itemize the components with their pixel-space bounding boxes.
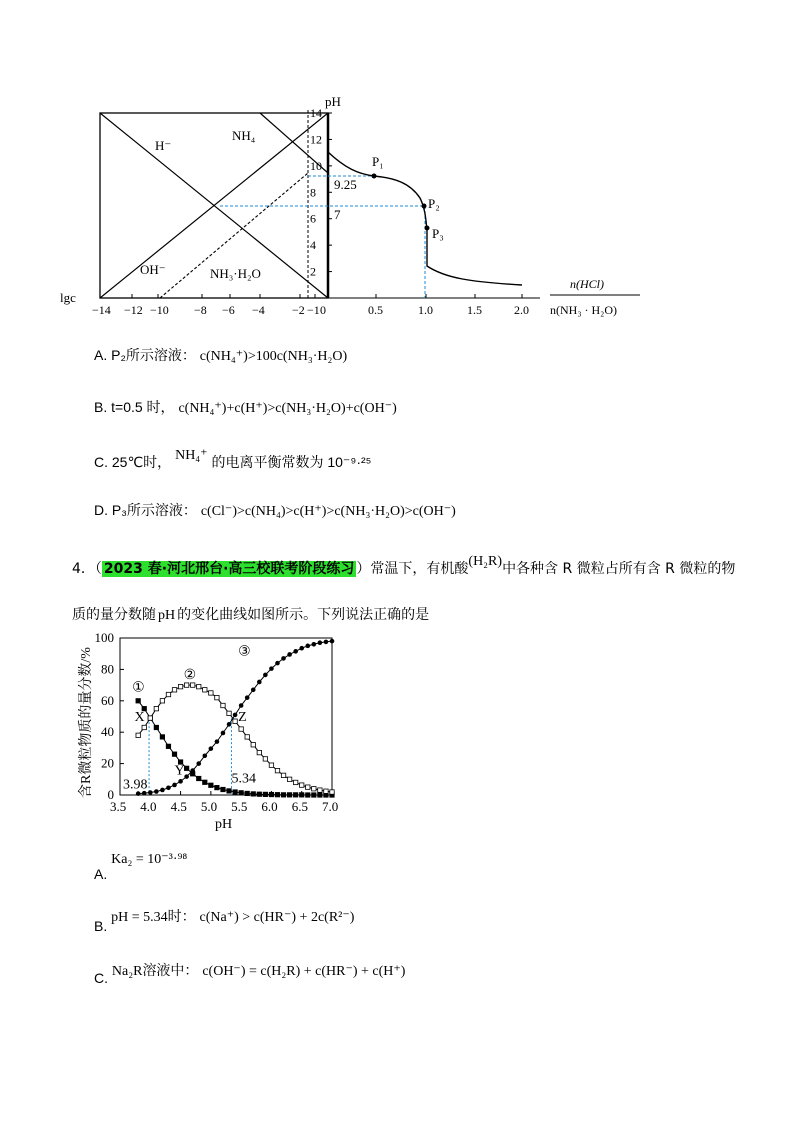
nh4-label: NH₄ bbox=[232, 128, 256, 143]
option-letter: A. bbox=[94, 347, 108, 363]
series-2-point bbox=[257, 750, 261, 754]
p3-label: P₃ bbox=[432, 226, 444, 241]
series-2-point bbox=[251, 743, 255, 747]
stem-text: 中各种含 R 微粒占所有含 R 微粒的物 bbox=[502, 561, 736, 577]
series-1-point bbox=[312, 793, 316, 797]
source-tag[interactable]: 2023 春·河北邢台·高三校联考阶段练习 bbox=[103, 561, 355, 577]
series-2-point bbox=[293, 780, 297, 784]
series-1-point bbox=[160, 735, 164, 739]
series-2-point bbox=[142, 725, 146, 729]
option-letter: B. bbox=[94, 399, 108, 415]
y-tick-label: 40 bbox=[101, 724, 114, 740]
x-tick-label: 5.5 bbox=[231, 799, 248, 814]
x-tick-label: 6.5 bbox=[291, 799, 308, 814]
lgc-label: lgc bbox=[60, 290, 76, 305]
series-1-point bbox=[209, 783, 213, 787]
stem-text: 常温下，有机酸 bbox=[370, 561, 469, 577]
x-tick-label: −10 bbox=[150, 303, 169, 317]
ph-tick-label: 10 bbox=[310, 158, 322, 173]
option-letter: D. bbox=[94, 502, 108, 518]
series-2-point bbox=[330, 790, 334, 794]
x-tick-label: 0 bbox=[320, 303, 326, 317]
q3-option-a bbox=[94, 345, 347, 365]
series-3-point bbox=[287, 652, 292, 657]
option-letter: C. bbox=[94, 454, 108, 470]
series-1-point bbox=[293, 793, 297, 797]
option-letter: C. bbox=[94, 970, 108, 986]
series-1-point bbox=[227, 789, 231, 793]
paren-close: ） bbox=[356, 561, 371, 577]
option-formula: Ka₂ = 10⁻³·⁹⁸ bbox=[111, 852, 188, 867]
point-z-label: Z bbox=[238, 710, 247, 726]
option-text-post: 时： bbox=[167, 908, 196, 924]
option-text: P₂所示溶液： bbox=[111, 347, 196, 363]
series-2-point bbox=[263, 757, 267, 761]
x-tick-label: 2.0 bbox=[514, 303, 529, 317]
point-x-label: X bbox=[134, 710, 145, 726]
option-species: Na₂R bbox=[111, 964, 143, 979]
series-2-point bbox=[239, 727, 243, 731]
p1-label: P₁ bbox=[372, 154, 384, 169]
series-1-point bbox=[275, 792, 279, 796]
series-3-point bbox=[312, 642, 317, 647]
series-2-marker-label: ② bbox=[183, 667, 197, 683]
x-axis-label: pH bbox=[215, 817, 233, 832]
series-2-point bbox=[227, 711, 231, 715]
q4-stem-line1 bbox=[72, 554, 736, 578]
stem-text: 的变化曲线如图所示。下列说法正确的是 bbox=[177, 607, 430, 623]
x-tick-label: −12 bbox=[124, 303, 143, 317]
series-2-point bbox=[221, 703, 225, 707]
series-1-point bbox=[215, 785, 219, 789]
y-tick-label: 60 bbox=[101, 692, 114, 708]
series-3-point bbox=[178, 779, 183, 784]
point-y-label: Y bbox=[174, 763, 185, 779]
value-7: 7 bbox=[334, 207, 341, 222]
series-2-point bbox=[178, 684, 182, 688]
ph-tick-label: 12 bbox=[310, 132, 322, 147]
option-formula: c(NH₄⁺)+c(H⁺)>c(NH₃·H₂O)+c(OH⁻) bbox=[178, 401, 397, 416]
series-2-point bbox=[312, 787, 316, 791]
series-1-point bbox=[197, 776, 201, 780]
series-3-point bbox=[203, 753, 208, 758]
series-1-point bbox=[269, 792, 273, 796]
series-2-point bbox=[275, 768, 279, 772]
series-2-point bbox=[148, 716, 152, 720]
option-formula: c(Na⁺) > c(HR⁻) + 2c(R²⁻) bbox=[199, 910, 355, 925]
p1-dot bbox=[372, 174, 377, 179]
option-letter: B. bbox=[94, 918, 108, 934]
x-tick-label: 1.0 bbox=[418, 303, 433, 317]
series-3-point bbox=[154, 789, 159, 794]
series-1-marker-label: ① bbox=[132, 680, 145, 696]
series-3-point bbox=[275, 661, 280, 666]
series-3-point bbox=[233, 713, 238, 718]
q3-option-d bbox=[94, 500, 456, 520]
ph-tick-label: 8 bbox=[310, 185, 316, 200]
value-398-label: 3.98 bbox=[123, 777, 148, 793]
option-formula: c(NH₄⁺)>100c(NH₃·H₂O) bbox=[199, 349, 348, 364]
series-2-point bbox=[233, 719, 237, 723]
series-3-point bbox=[305, 644, 310, 649]
series-3-point bbox=[190, 768, 195, 773]
series-3-point bbox=[257, 680, 262, 685]
ph-tick-label: 2 bbox=[310, 264, 316, 279]
x-tick-label: 3.5 bbox=[110, 799, 127, 814]
y-tick-label: 0 bbox=[107, 787, 114, 802]
series-1-point bbox=[172, 752, 176, 756]
series-2-point bbox=[184, 683, 188, 687]
x-tick-label: −1 bbox=[307, 303, 320, 317]
series-2-point bbox=[197, 684, 201, 688]
q4-option-a bbox=[94, 850, 188, 882]
series-1-point bbox=[203, 780, 207, 784]
x-tick-label: −4 bbox=[252, 303, 265, 317]
series-3-point bbox=[209, 746, 214, 751]
series-1-point bbox=[281, 793, 285, 797]
x-tick-label: 4.0 bbox=[140, 799, 157, 814]
series-3-point bbox=[318, 640, 323, 645]
option-text: 25℃时， bbox=[111, 454, 172, 470]
series-1-point bbox=[263, 792, 267, 796]
ratio-denominator: n(NH₃ · H₂O) bbox=[550, 303, 618, 317]
ph-tick-label: 4 bbox=[310, 238, 316, 253]
series-2-point bbox=[300, 783, 304, 787]
series-3-point bbox=[196, 761, 201, 766]
series-2-point bbox=[166, 692, 170, 696]
q3-option-b bbox=[94, 397, 397, 417]
p3-dot bbox=[425, 226, 430, 231]
x-tick-label: −2 bbox=[292, 303, 305, 317]
ph-axis-label: pH bbox=[325, 94, 341, 109]
distribution-chart bbox=[70, 628, 370, 838]
titration-curve bbox=[328, 152, 522, 285]
question-number: 4． bbox=[72, 561, 95, 577]
series-3-marker-label: ③ bbox=[238, 644, 251, 660]
x-tick-label: 6.0 bbox=[261, 799, 278, 814]
y-tick-label: 20 bbox=[101, 755, 114, 771]
h-label: H⁻ bbox=[155, 138, 172, 153]
value-534-label: 5.34 bbox=[231, 771, 256, 787]
ph-tick-label: 14 bbox=[310, 106, 322, 120]
series-3-point bbox=[281, 656, 286, 661]
option-text: P₃所示溶液： bbox=[111, 502, 197, 518]
option-letter: A. bbox=[94, 866, 108, 882]
x-tick-label: 7.0 bbox=[322, 799, 339, 814]
series-3-point bbox=[184, 774, 189, 779]
paren-open: （ bbox=[94, 561, 102, 577]
option-species: NH₄⁺ bbox=[175, 448, 208, 463]
series-3-point bbox=[299, 646, 304, 651]
y-tick-label: 80 bbox=[101, 661, 114, 677]
series-3-point bbox=[245, 695, 250, 700]
series-2-point bbox=[318, 788, 322, 792]
series-1-point bbox=[318, 793, 322, 797]
series-1-point bbox=[184, 766, 188, 770]
option-text-post: 的电离平衡常数为 10⁻⁹·²⁵ bbox=[211, 454, 372, 470]
series-1-point bbox=[287, 793, 291, 797]
series-1-point bbox=[306, 793, 310, 797]
series-3-point bbox=[251, 688, 256, 693]
x-tick-label: −8 bbox=[194, 303, 207, 317]
guide-lines bbox=[149, 718, 231, 795]
series-1-point bbox=[166, 744, 170, 748]
series-2-point bbox=[215, 695, 219, 699]
series-1-point bbox=[245, 791, 249, 795]
x-tick-label: 1.5 bbox=[467, 303, 482, 317]
stem-text: 质的量分数随 bbox=[72, 607, 156, 623]
series-3-point bbox=[324, 640, 329, 645]
series-2-point bbox=[306, 785, 310, 789]
x-tick-label: −14 bbox=[92, 303, 111, 317]
x-tick-label: 4.5 bbox=[170, 799, 187, 814]
series-2-point bbox=[154, 706, 158, 710]
series-3-point bbox=[148, 790, 153, 795]
x-tick-label: −6 bbox=[222, 303, 235, 317]
option-formula: c(Cl⁻)>c(NH₄)>c(H⁺)>c(NH₃·H₂O)>c(OH⁻) bbox=[200, 504, 456, 519]
series-3-point bbox=[172, 783, 177, 788]
series-3-point bbox=[215, 739, 220, 744]
series-2-point bbox=[269, 763, 273, 767]
option-text: t=0.5 时， bbox=[111, 399, 175, 415]
acid-formula: (H₂R) bbox=[468, 554, 503, 569]
oh-label: OH⁻ bbox=[140, 262, 166, 277]
series-2-point bbox=[245, 735, 249, 739]
series-2-point bbox=[209, 691, 213, 695]
series-1-point bbox=[257, 792, 261, 796]
nh3-label: NH₃·H₂O bbox=[210, 266, 261, 281]
y-tick-label: 100 bbox=[94, 630, 114, 645]
x-tick-label: 0.5 bbox=[368, 303, 383, 317]
series-3-point bbox=[166, 785, 171, 790]
value-925: 9.25 bbox=[334, 177, 357, 192]
series-3-point bbox=[227, 722, 232, 727]
series-3-point bbox=[221, 731, 226, 736]
option-text-post: 溶液中： bbox=[142, 962, 199, 978]
series-2-point bbox=[324, 789, 328, 793]
option-ph: pH = 5.34 bbox=[111, 910, 168, 925]
series-1-point bbox=[233, 790, 237, 794]
q3-option-c bbox=[94, 448, 372, 472]
series-3-point bbox=[239, 703, 244, 708]
titration-lgc-figure bbox=[60, 88, 680, 328]
series-2-point bbox=[281, 773, 285, 777]
series-2-point bbox=[287, 777, 291, 781]
series-1-point bbox=[239, 791, 243, 795]
series-3-point bbox=[293, 649, 298, 654]
series-3-point bbox=[330, 639, 335, 644]
series-2-point bbox=[172, 688, 176, 692]
q4-option-c bbox=[94, 960, 406, 986]
ph-tick-label: 6 bbox=[310, 211, 316, 226]
x-tick-label: 5.0 bbox=[200, 799, 218, 814]
p2-dot bbox=[422, 204, 427, 209]
series-1-point bbox=[221, 787, 225, 791]
option-formula: c(OH⁻) = c(H₂R) + c(HR⁻) + c(H⁺) bbox=[202, 964, 406, 979]
series-2-point bbox=[160, 699, 164, 703]
y-axis-label: 含R微粒物质的量分数/% bbox=[79, 647, 94, 798]
p2-label: P₂ bbox=[428, 196, 440, 211]
ph-symbol: pH bbox=[158, 608, 176, 623]
q4-stem-line2 bbox=[72, 604, 429, 624]
series-3-point bbox=[160, 788, 165, 793]
series-2-point bbox=[136, 733, 140, 737]
series-2-point bbox=[203, 688, 207, 692]
series-3-point bbox=[263, 673, 268, 678]
series-1-point bbox=[136, 699, 140, 703]
series-1-point bbox=[300, 793, 304, 797]
series-3-point bbox=[269, 666, 274, 671]
q4-option-b bbox=[94, 906, 355, 934]
series-1-point bbox=[154, 725, 158, 729]
series-2-point bbox=[190, 683, 194, 687]
series-1-point bbox=[251, 792, 255, 796]
ratio-numerator: n(HCl) bbox=[570, 277, 604, 291]
